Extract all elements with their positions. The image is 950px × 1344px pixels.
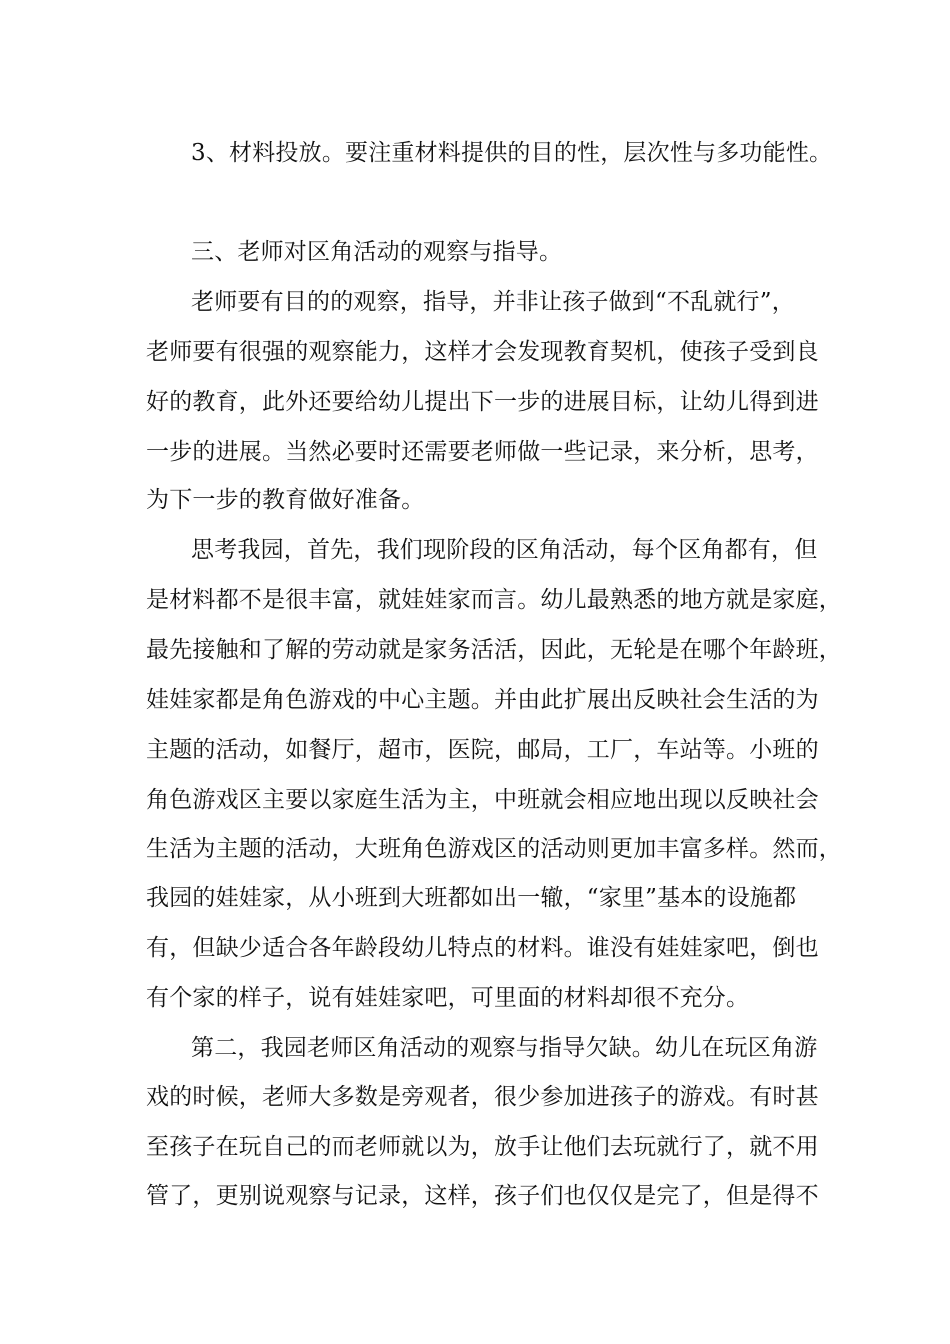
paragraph-line: 一步的进展。当然必要时还需要老师做一些记录，来分析，思考，	[146, 439, 819, 465]
paragraph-line: 有，但缺少适合各年龄段幼儿特点的材料。谁没有娃娃家吧，倒也	[146, 935, 819, 961]
section-heading-observation-guidance: 三、老师对区角活动的观察与指导。	[191, 239, 563, 265]
paragraph-line: 老师要有很强的观察能力，这样才会发现教育契机，使孩子受到良	[146, 339, 819, 365]
paragraph-materials-placement: 3、材料投放。要注重材料提供的目的性，层次性与多功能性。	[191, 140, 833, 166]
paragraph-line: 老师要有目的的观察，指导，并非让孩子做到“不乱就行”，	[191, 289, 795, 315]
paragraph-line: 戏的时候，老师大多数是旁观者，很少参加进孩子的游戏。有时甚	[146, 1084, 819, 1110]
paragraph-line: 有个家的样子，说有娃娃家吧，可里面的材料却很不充分。	[146, 985, 750, 1011]
paragraph-line: 第二，我园老师区角活动的观察与指导欠缺。幼儿在玩区角游	[191, 1035, 818, 1061]
paragraph-line: 主题的活动，如餐厅，超市，医院，邮局，工厂，车站等。小班的	[146, 737, 819, 763]
paragraph-line: 我园的娃娃家，从小班到大班都如出一辙，“家里”基本的设施都	[146, 885, 797, 911]
paragraph-line: 娃娃家都是角色游戏的中心主题。并由此扩展出反映社会生活的为	[146, 687, 819, 713]
paragraph-line: 生活为主题的活动，大班角色游戏区的活动则更加丰富多样。然而，	[146, 836, 842, 862]
paragraph-line: 最先接触和了解的劳动就是家务活活，因此，无轮是在哪个年龄班，	[146, 637, 842, 663]
paragraph-line: 管了，更别说观察与记录，这样，孩子们也仅仅是完了，但是得不	[146, 1183, 819, 1209]
paragraph-line: 好的教育，此外还要给幼儿提出下一步的进展目标，让幼儿得到进	[146, 389, 819, 415]
paragraph-line: 为下一步的教育做好准备。	[146, 487, 425, 513]
paragraph-line: 角色游戏区主要以家庭生活为主，中班就会相应地出现以反映社会	[146, 787, 819, 813]
paragraph-line: 至孩子在玩自己的而老师就以为，放手让他们去玩就行了，就不用	[146, 1134, 819, 1160]
paragraph-line: 是材料都不是很丰富，就娃娃家而言。幼儿最熟悉的地方就是家庭，	[146, 587, 842, 613]
paragraph-line: 思考我园，首先，我们现阶段的区角活动，每个区角都有，但	[191, 537, 818, 563]
